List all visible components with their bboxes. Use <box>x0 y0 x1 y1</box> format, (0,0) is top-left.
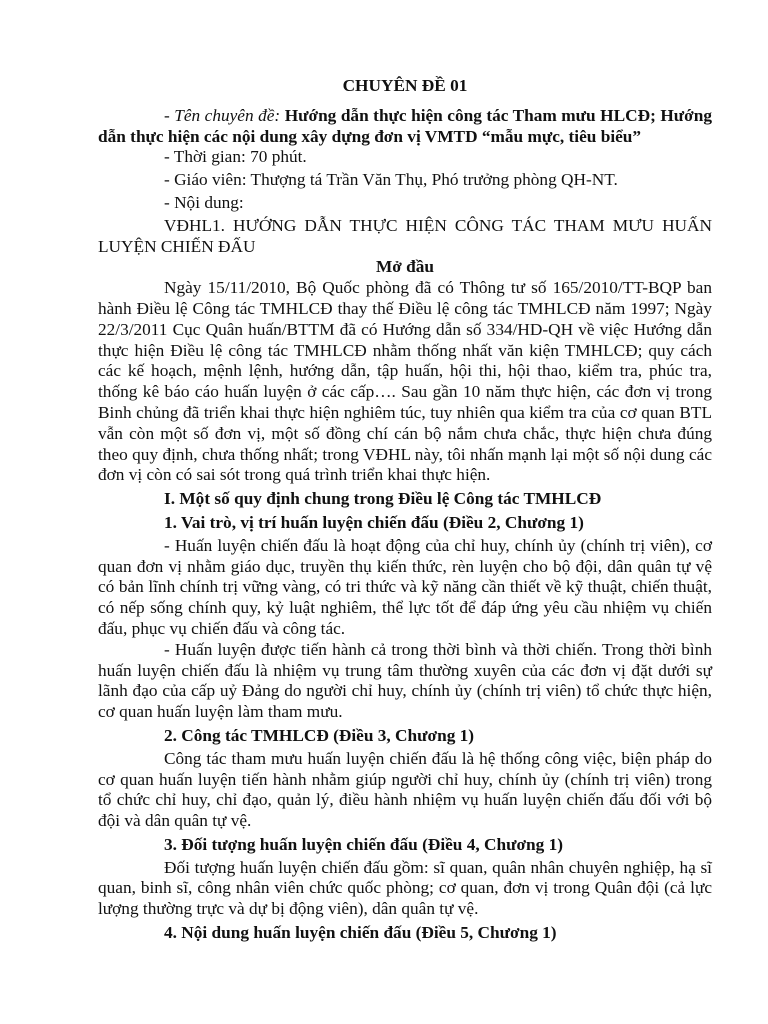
part1-heading: I. Một số quy định chung trong Điều lệ Công tác TMHLCĐ <box>164 489 602 509</box>
duration-line: - Thời gian: 70 phút. <box>164 147 307 167</box>
section-heading: VĐHL1. HƯỚNG DẪN THỰC HIỆN CÔNG TÁC THAM MƯU HUẤN LUYỆN CHIẾN ĐẤU <box>98 215 712 256</box>
topic-label: - Tên chuyên đề: <box>164 105 285 125</box>
topic-line <box>98 106 712 148</box>
section-1-heading: 1. Vai trò, vị trí huấn luyện chiến đấu (Điều 2, Chương 1) <box>164 512 584 532</box>
topic-text: Hướng dẫn thực hiện công tác Tham mưu HLCĐ; Hướng dẫn thực hiện các nội dung xây dựng đơn vị VMTD “mẫu mực, tiêu biểu” <box>98 105 712 146</box>
content-label: - Nội dung: <box>164 192 244 212</box>
section-1-paragraph-1: - Huấn luyện chiến đấu là hoạt động của chỉ huy, chính ủy (chính trị viên), cơ quan đơn vị nhằm giáo dục, truyền thụ kiến thức, rèn luyện cho bộ đội, dân quân tự vệ có bản lĩnh chính trị vững vàng, có tri thức và kỹ năng cần thiết về kỹ thuật, chiến thuật, có nếp sống chính quy, kỷ luật nghiêm, thể lực tốt để đáp ứng yêu cầu nhiệm vụ chiến đấu, phục vụ chiến đấu và công tác. <box>98 535 712 638</box>
section-2-paragraph-1: Công tác tham mưu huấn luyện chiến đấu là hệ thống công việc, biện pháp do cơ quan huấn luyện tiến hành nhằm giúp người chỉ huy, chính ủy (chính trị viên) trong tổ chức chỉ huy, chỉ đạo, quản lý, điều hành nhiệm vụ huấn luyện chiến đấu đối với bộ đội và dân quân tự vệ. <box>98 748 712 831</box>
section-2-heading: 2. Công tác TMHLCĐ (Điều 3, Chương 1) <box>164 725 475 745</box>
intro-paragraph: Ngày 15/11/2010, Bộ Quốc phòng đã có Thông tư số 165/2010/TT-BQP ban hành Điều lệ Công tác TMHLCĐ thay thế Điều lệ công tác TMHLCĐ năm 1997; Ngày 22/3/2011 Cục Quân huấn/BTTM đã có Hướng dẫn số 334/HD-QH về việc Hướng dẫn thực hiện Điều lệ công tác TMHLCĐ nhằm thống nhất văn kiện TMHLCĐ; quy cách các kế hoạch, mệnh lệnh, hướng dẫn, tập huấn, hội thi, hội thao, kiểm tra, phúc tra, thống kê báo cáo huấn luyện ở các cấp…. Sau gần 10 năm thực hiện, các đơn vị trong Binh chủng đã triển khai thực hiện nghiêm túc, tuy nhiên qua kiểm tra của cơ quan BTL vẫn còn một số đơn vị, một số đồng chí cán bộ nắm chưa chắc, thực hiện chưa đúng theo quy định, chưa thống nhất; trong VĐHL này, tôi nhấn mạnh lại một số nội dung các đơn vị còn có sai sót trong quá trình triển khai thực hiện. <box>98 278 712 485</box>
section-1-paragraph-2: - Huấn luyện được tiến hành cả trong thời bình và thời chiến. Trong thời bình huấn luyện chiến đấu là nhiệm vụ trung tâm thường xuyên của các đơn vị đặt dưới sự lãnh đạo của cấp uỷ Đảng do người chỉ huy, chính ủy (chính trị viên) tổ chức thực hiện, cơ quan huấn luyện làm tham mưu. <box>98 639 712 722</box>
section-3-paragraph-1: Đối tượng huấn luyện chiến đấu gồm: sĩ quan, quân nhân chuyên nghiệp, hạ sĩ quan, binh sĩ, công nhân viên chức quốc phòng; cơ quan, đơn vị trong Quân đội (cả lực lượng thường trực và dự bị động viên), dân quân tự vệ. <box>98 857 712 919</box>
teacher-line: - Giáo viên: Thượng tá Trần Văn Thụ, Phó trưởng phòng QH-NT. <box>164 170 618 190</box>
document-title: CHUYÊN ĐỀ 01 <box>342 76 468 95</box>
section-3-heading: 3. Đối tượng huấn luyện chiến đấu (Điều 4, Chương 1) <box>164 834 564 854</box>
section-4-heading: 4. Nội dung huấn luyện chiến đấu (Điều 5, Chương 1) <box>164 923 557 943</box>
intro-heading: Mở đầu <box>375 257 435 277</box>
